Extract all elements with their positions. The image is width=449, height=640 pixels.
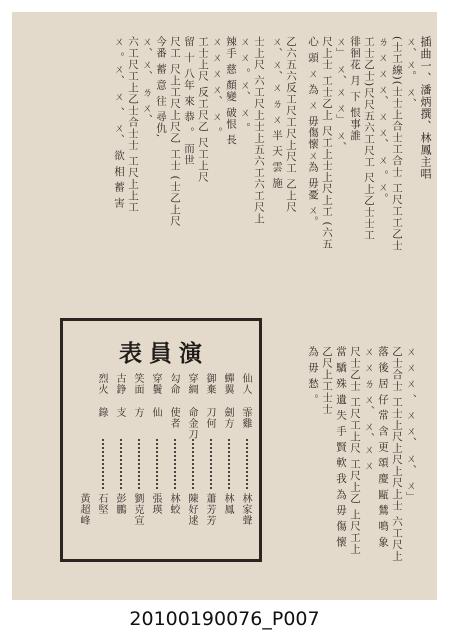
song-line: ㄨ 。ㄨ、 ㄨ 、 ㄨ、 欲 相 蓄 害 bbox=[113, 36, 125, 209]
dotted-leader bbox=[102, 439, 104, 489]
cast-role-detail: 錄 bbox=[96, 407, 107, 418]
dotted-leader bbox=[192, 439, 194, 489]
cast-actor: 蕭芳芳 bbox=[204, 493, 215, 526]
cast-role-detail: 霏雞 bbox=[240, 407, 251, 429]
song-line-lower: ㄨ ㄨ ㄌ ㄨ、 ㄨ、ㄨ ㄨ bbox=[363, 346, 375, 472]
cast-actor: 劉克宣 bbox=[132, 493, 143, 526]
song-line: ㄌ ㄨ ㄨ ㄨ、 ㄨ ㄨ、 ㄨ 。ㄨ。 bbox=[377, 36, 389, 205]
song-line-lower: 落 後 居 仔 常 含 更 頌 慶 甌 鷥 鳴 象 bbox=[377, 346, 389, 548]
cast-role-detail: 方 bbox=[132, 407, 143, 418]
song-title: 插曲一、潘炳撰、林鳳主唱 bbox=[419, 36, 432, 180]
song-line: ㄨ ㄨ ㄨ ㄨ、 ㄨ 。 bbox=[211, 36, 223, 139]
dotted-leader bbox=[246, 439, 248, 489]
song-line: 心 頭 ㄨ 為 ㄨ 毋傷懷ㄨ為 毋憂 ㄨ。 bbox=[307, 36, 319, 228]
cast-actor: 黃超峰 bbox=[78, 493, 89, 526]
song-line: 今番 蓄 意 往 尋仇, bbox=[155, 36, 167, 139]
dotted-leader bbox=[228, 439, 230, 489]
document-id-caption: 20100190076_P007 bbox=[129, 608, 320, 630]
song-line-lower: 乙士合士 工士上尺上尺上尺上士 六工尺上 bbox=[391, 346, 403, 562]
cast-role: 御棄 bbox=[204, 373, 215, 395]
song-line-lower: 尺士乙士 工尺工上尺 工尺上乙 上尺工上 bbox=[349, 346, 361, 555]
song-line: ㄨ、ㄨ、ㄨ ㄌ ㄨ 半 天 雲 施 bbox=[271, 36, 283, 189]
song-line: 工士上尺 反工尺乙 尺工上尺 bbox=[197, 36, 209, 183]
cast-actor: 石堅 bbox=[96, 493, 107, 515]
cast-role: 古錚 bbox=[114, 373, 125, 395]
dotted-leader bbox=[174, 439, 176, 489]
song-line: 留 十 八年 來 恭 。 而世 bbox=[183, 36, 195, 166]
song-line: (士工線)(士士上合士工合士 工尺工工乙士 bbox=[391, 36, 403, 252]
cast-role: 烈火 bbox=[96, 373, 107, 395]
cast-title: 表員演 bbox=[119, 340, 209, 367]
song-line: ㄨ、ㄨ、 ㄌ ㄨ、 bbox=[141, 36, 153, 126]
cast-role: 笑面 bbox=[132, 373, 143, 395]
cast-role: 穿鬢 bbox=[150, 373, 161, 395]
cast-role-detail: 支 bbox=[114, 407, 125, 418]
cast-role-detail: 仙 bbox=[150, 407, 161, 418]
dotted-leader bbox=[210, 439, 212, 489]
song-line-lower: 當 驕 殊 遺 失 手 賢 軟 我 為 毋 傷 懷 bbox=[335, 346, 347, 548]
song-line-lower: 為 毋 愁 。 bbox=[307, 346, 319, 406]
cast-role: 蟬翼 bbox=[222, 373, 233, 395]
dotted-leader bbox=[156, 439, 158, 489]
song-line: 尺上士 工士乙上 尺工上士上尺上工 (六五 bbox=[321, 36, 333, 250]
cast-role-detail: 使者 bbox=[168, 407, 179, 429]
song-line-lower: 乙尺上工士士 bbox=[321, 346, 333, 415]
song-line: ㄨ」 ㄨ、ㄨ ㄨ」 ㄨ、 bbox=[335, 36, 347, 153]
song-line: 乙六五六反工尺工尺上尺工 乙上尺 bbox=[285, 36, 297, 213]
cast-actor: 林蛟 bbox=[168, 493, 179, 515]
cast-role: 穿綢 bbox=[186, 373, 197, 395]
song-line-lower: ㄨ ㄨ ㄨ 、 ㄨ ㄨ、 ㄨ、 ㄨ」 bbox=[405, 346, 417, 503]
cast-actor: 陳好逑 bbox=[186, 493, 197, 526]
cast-role: 勾命 bbox=[168, 373, 179, 395]
cast-list-box bbox=[60, 318, 262, 562]
cast-actor: 林家聲 bbox=[240, 493, 251, 526]
cast-role-detail: 命金刀 bbox=[186, 407, 197, 440]
song-line: ㄨ、ㄨ。 ㄨ、 bbox=[405, 36, 417, 110]
cast-actor: 張瑛 bbox=[150, 493, 161, 515]
song-line: 尺工 尺上工尺上尺乙 工士 (士乙上尺 bbox=[169, 36, 181, 227]
cast-actor: 彭鵬 bbox=[114, 493, 125, 515]
song-line: 六工尺工上乙士合士士 工尺上上工 bbox=[127, 36, 139, 213]
cast-role: 仙人 bbox=[240, 373, 251, 395]
song-line: ㄨ ㄨ 。ㄨ、 ㄨ 。 bbox=[239, 36, 251, 134]
cast-role-detail: 刀何 bbox=[204, 407, 215, 429]
cast-actor: 林鳳 bbox=[222, 493, 233, 515]
song-line: 工士乙士)尺尺五六工尺工 尺上乙士士工 bbox=[363, 36, 375, 241]
cast-role-detail: 劍方 bbox=[222, 407, 233, 429]
dotted-leader bbox=[138, 439, 140, 489]
song-line: 徘徊花 月 下 恨事誰 bbox=[349, 36, 361, 142]
song-line: 辣手 慈 顏變 破恨 長 bbox=[225, 36, 237, 146]
song-line: 士上尺 六工尺上士上五六工六工尺上 bbox=[253, 36, 265, 225]
dotted-leader bbox=[120, 439, 122, 489]
